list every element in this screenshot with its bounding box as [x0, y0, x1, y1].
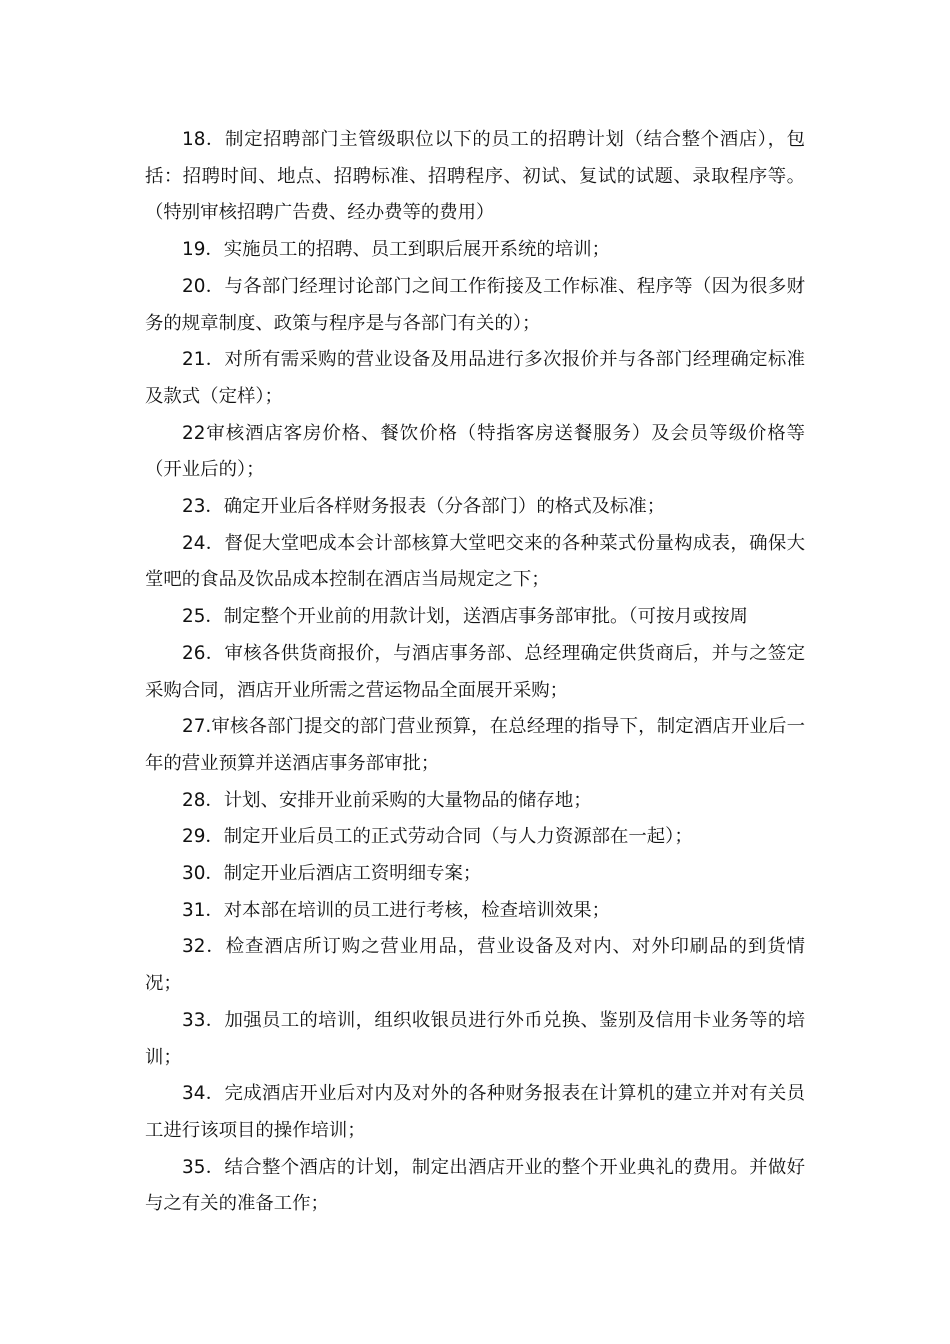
- paragraph-item-32: 32．检查酒店所订购之营业用品，营业设备及对内、对外印刷品的到货情况；: [145, 936, 805, 995]
- paragraph-item-20: 20．与各部门经理讨论部门之间工作衔接及工作标准、程序等（因为很多财务的规章制度、政策与程序是与各部门有关的）；: [145, 275, 805, 334]
- paragraph-item-27: 27.审核各部门提交的部门营业预算，在总经理的指导下，制定酒店开业后一年的营业预算并送酒店事务部审批；: [145, 716, 805, 774]
- paragraph-item-24: 24．督促大堂吧成本会计部核算大堂吧交来的各种菜式份量构成表，确保大堂吧的食品及饮品成本控制在酒店当局规定之下；: [145, 532, 805, 591]
- paragraph-item-19: 19．实施员工的招聘、员工到职后展开系统的培训；: [182, 239, 610, 261]
- paragraph-item-25: 25．制定整个开业前的用款计划，送酒店事务部审批。（可按月或按周: [182, 606, 748, 628]
- paragraph-item-34: 34．完成酒店开业后对内及对外的各种财务报表在计算机的建立并对有关员工进行该项目的操作培训；: [145, 1083, 805, 1141]
- paragraph-item-26: 26．审核各供货商报价，与酒店事务部、总经理确定供货商后，并与之签定采购合同，酒店开业所需之营运物品全面展开采购；: [145, 642, 805, 701]
- document-body: [145, 122, 805, 1223]
- paragraph-item-21: 21．对所有需采购的营业设备及用品进行多次报价并与各部门经理确定标准及款式（定样）；: [145, 349, 805, 407]
- paragraph-item-30: 30．制定开业后酒店工资明细专案；: [182, 863, 482, 885]
- paragraph-item-31: 31．对本部在培训的员工进行考核，检查培训效果；: [182, 899, 610, 921]
- paragraph-item-35: 35．结合整个酒店的计划，制定出酒店开业的整个开业典礼的费用。并做好与之有关的准备工作；: [145, 1156, 805, 1215]
- paragraph-item-22: 22审核酒店客房价格、餐饮价格（特指客房送餐服务）及会员等级价格等（开业后的）；: [145, 422, 805, 481]
- paragraph-item-18: 18．制定招聘部门主管级职位以下的员工的招聘计划（结合整个酒店），包括：招聘时间、地点、招聘标准、招聘程序、初试、复试的试题、录取程序等。（特别审核招聘广告费、经办费等的费用）: [145, 129, 805, 224]
- paragraph-item-28: 28．计划、安排开业前采购的大量物品的储存地；: [182, 789, 592, 811]
- paragraph-item-33: 33．加强员工的培训，组织收银员进行外币兑换、鉴别及信用卡业务等的培训；: [145, 1009, 805, 1068]
- paragraph-item-23: 23．确定开业后各样财务报表（分各部门）的格式及标准；: [182, 496, 666, 518]
- paragraph-item-29: 29．制定开业后员工的正式劳动合同（与人力资源部在一起）；: [182, 826, 693, 848]
